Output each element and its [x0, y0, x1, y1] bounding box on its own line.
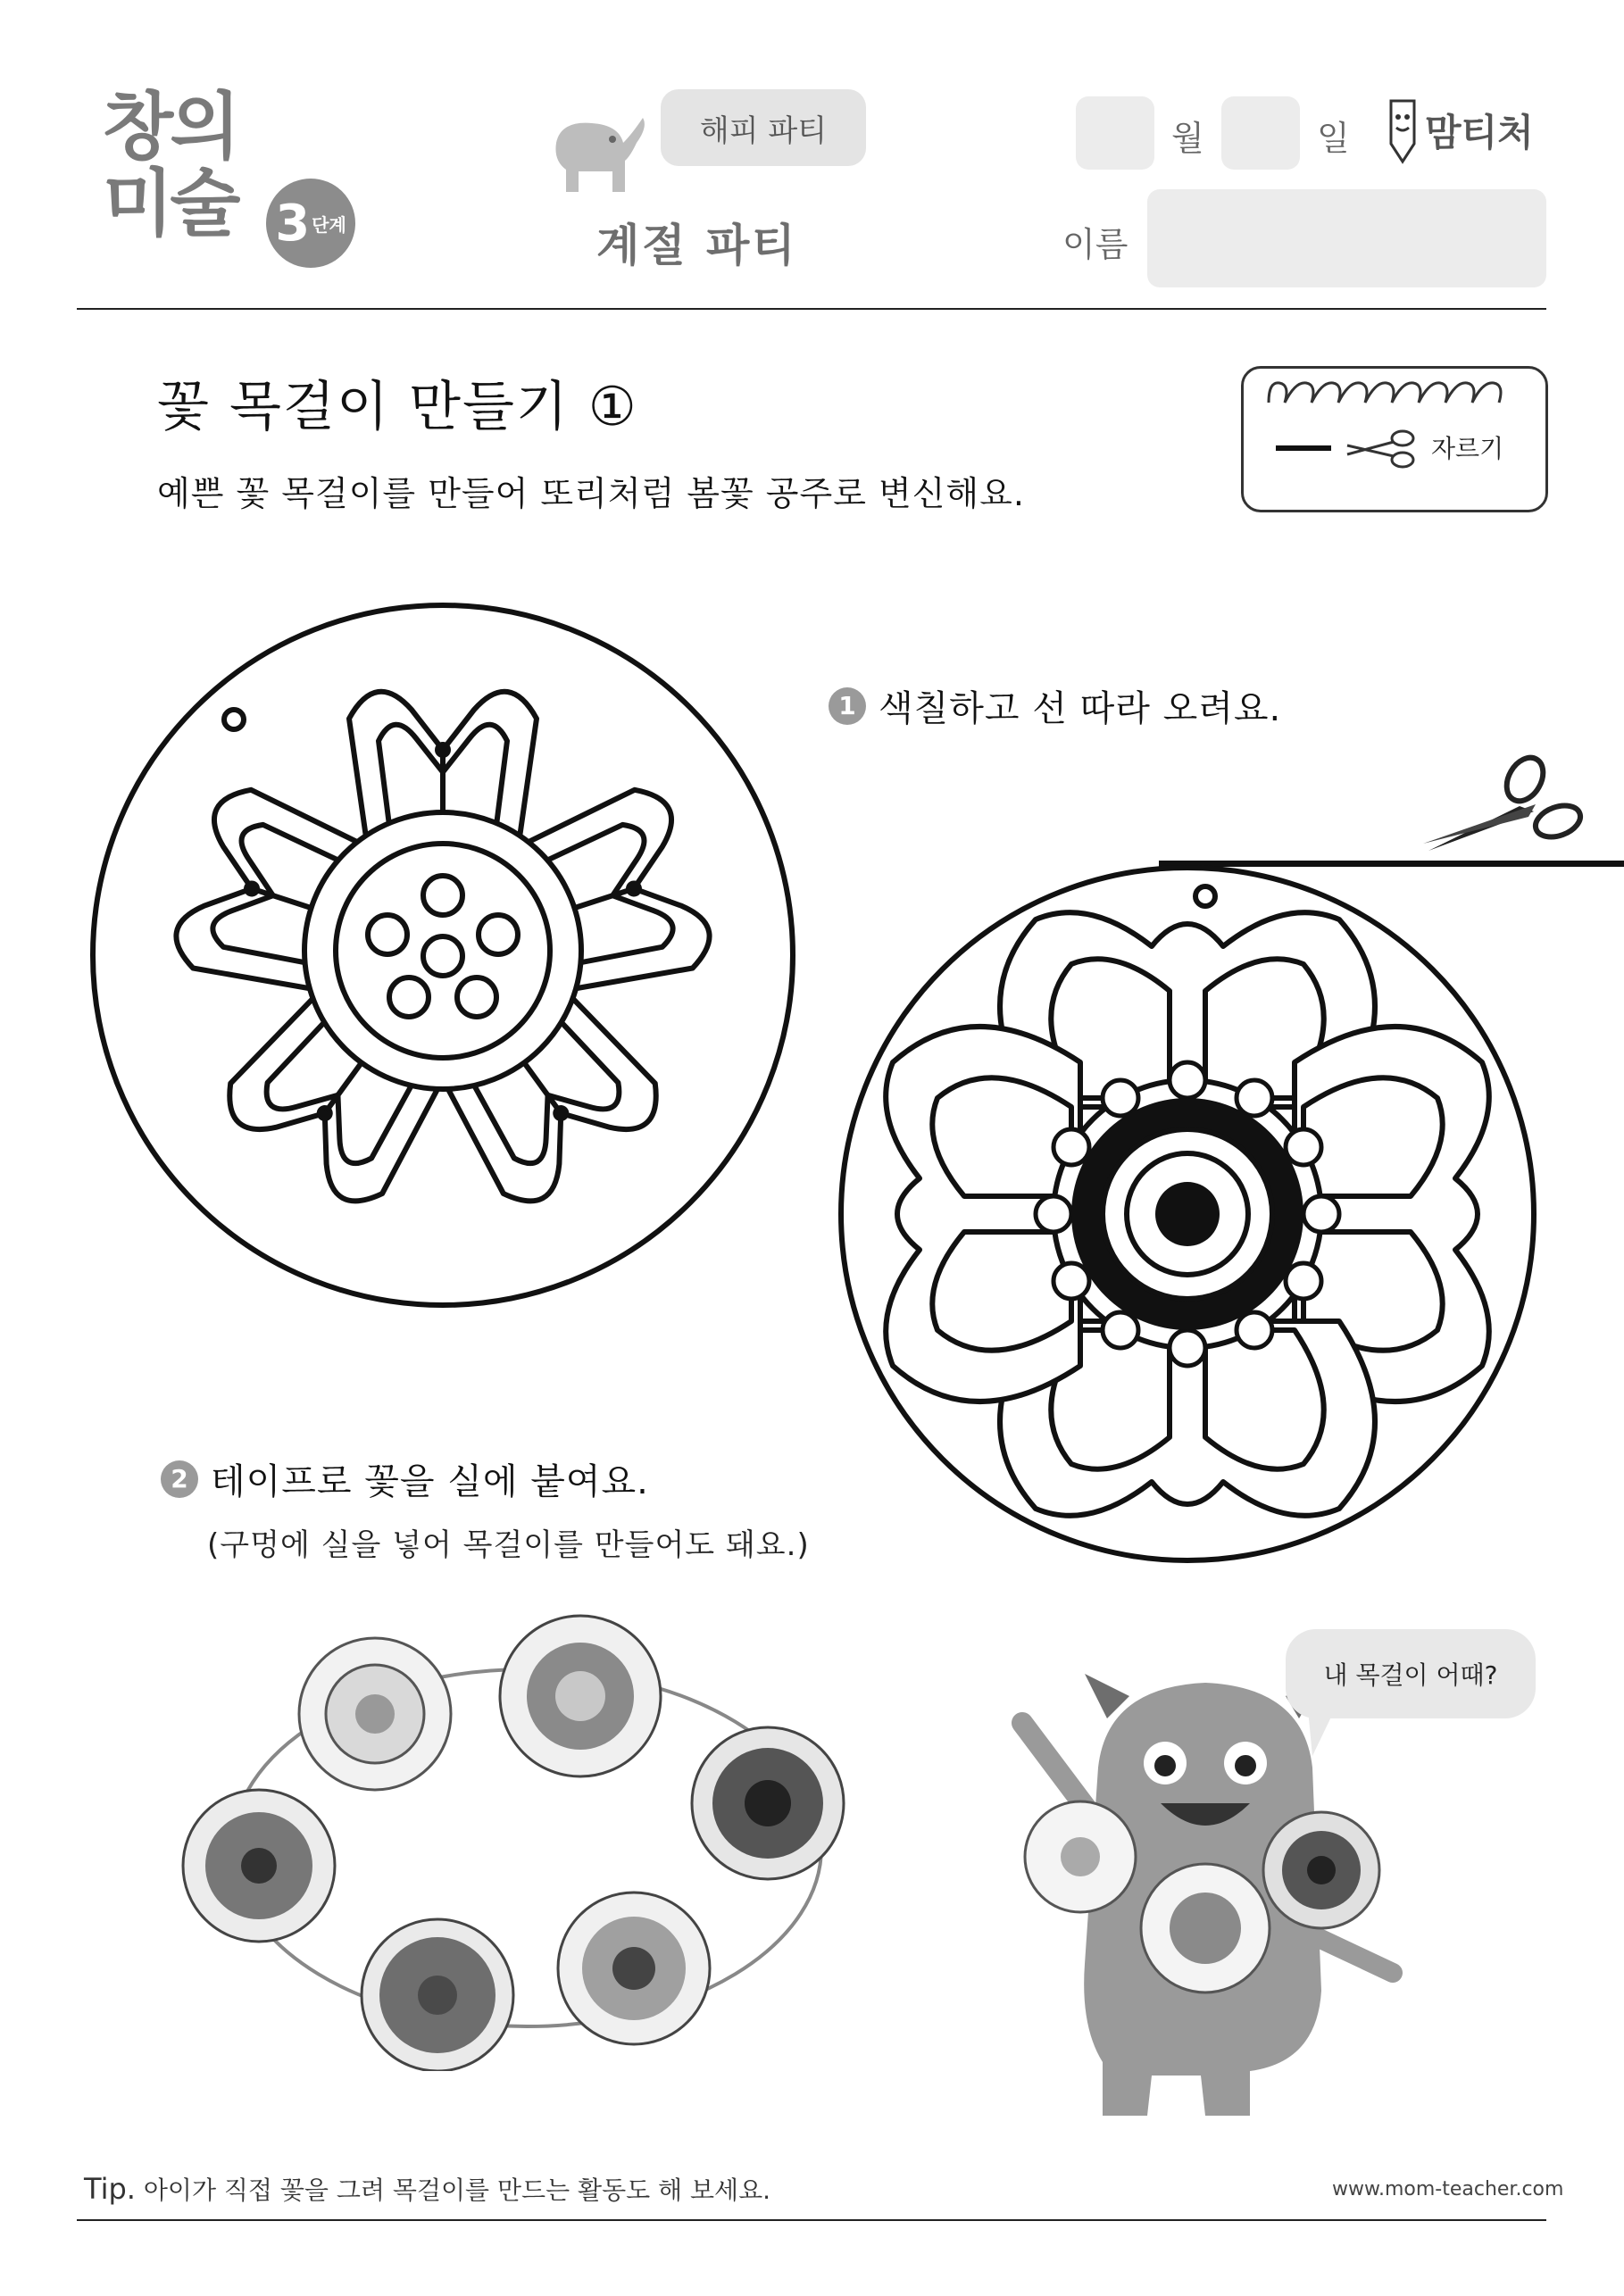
tip-text: 아이가 직접 꽃을 그려 목걸이를 만드는 활동도 해 보세요.: [143, 2175, 771, 2205]
footer-tip: [84, 2171, 770, 2207]
level-badge: [266, 179, 355, 268]
month-label: 월: [1171, 119, 1204, 158]
brand-name: 맘티처: [1425, 111, 1534, 154]
cut-line-sample: [1276, 445, 1331, 451]
necklace-flower-3: [692, 1727, 844, 1879]
month-field[interactable]: [1076, 96, 1154, 170]
step-1: [829, 680, 1281, 731]
logo-line1: 창의: [103, 85, 237, 170]
tip-lead: Tip.: [84, 2172, 136, 2206]
necklace-flower-5: [362, 1919, 513, 2071]
step-2-text: 테이프로 꽃을 실에 붙여요.: [211, 1461, 649, 1502]
subject-title: 계절 파티: [596, 220, 798, 271]
page-title: 꽃 목걸이 만들기 ①: [157, 376, 638, 438]
cut-legend: [1241, 366, 1548, 512]
footer-divider: [77, 2219, 1546, 2221]
theme-tag: 해피 파티: [661, 89, 866, 166]
step-1-text: 색칠하고 선 따라 오려요.: [879, 688, 1282, 729]
name-field[interactable]: [1147, 189, 1546, 287]
header-divider: [77, 308, 1546, 310]
intro-text: 예쁜 꽃 목걸이를 만들어 또리처럼 봄꽃 공주로 변신해요.: [157, 474, 1025, 513]
pencil-mascot-icon: [1382, 94, 1423, 165]
footer-url[interactable]: www.mom-teacher.com: [1332, 2178, 1564, 2200]
necklace-flower-4: [183, 1790, 335, 1942]
necklace-flower-6: [558, 1893, 710, 2044]
logo-line2: 미술: [103, 162, 237, 246]
level-number: 3: [275, 194, 311, 253]
cut-legend-label: 자르기: [1431, 434, 1504, 463]
step-2-number: 2: [161, 1460, 198, 1498]
program-logo: [103, 85, 237, 246]
necklace-example: [152, 1607, 884, 2071]
step-2: [161, 1453, 649, 1504]
day-field[interactable]: [1221, 96, 1300, 170]
speech-bubble-tail: [1299, 1710, 1353, 1759]
day-label: 일: [1317, 119, 1350, 158]
scissors-cut-icon: [1420, 754, 1589, 861]
necklace-flower-1: [299, 1638, 451, 1790]
level-text: 단계: [312, 213, 346, 236]
scissors-icon: [1344, 428, 1417, 470]
name-label: 이름: [1062, 225, 1128, 264]
cherry-blossom-cutout: [86, 598, 800, 1312]
speech-bubble: 내 목걸이 어때?: [1286, 1629, 1536, 1718]
elephant-icon: [543, 107, 650, 196]
spiral-binding-icon: [1260, 376, 1528, 408]
step-1-number: 1: [829, 687, 866, 725]
step-2-note: (구멍에 실을 넣어 목걸이를 만들어도 돼요.): [207, 1527, 810, 1563]
necklace-flower-2: [500, 1616, 661, 1776]
poppy-cutout: [830, 857, 1545, 1571]
